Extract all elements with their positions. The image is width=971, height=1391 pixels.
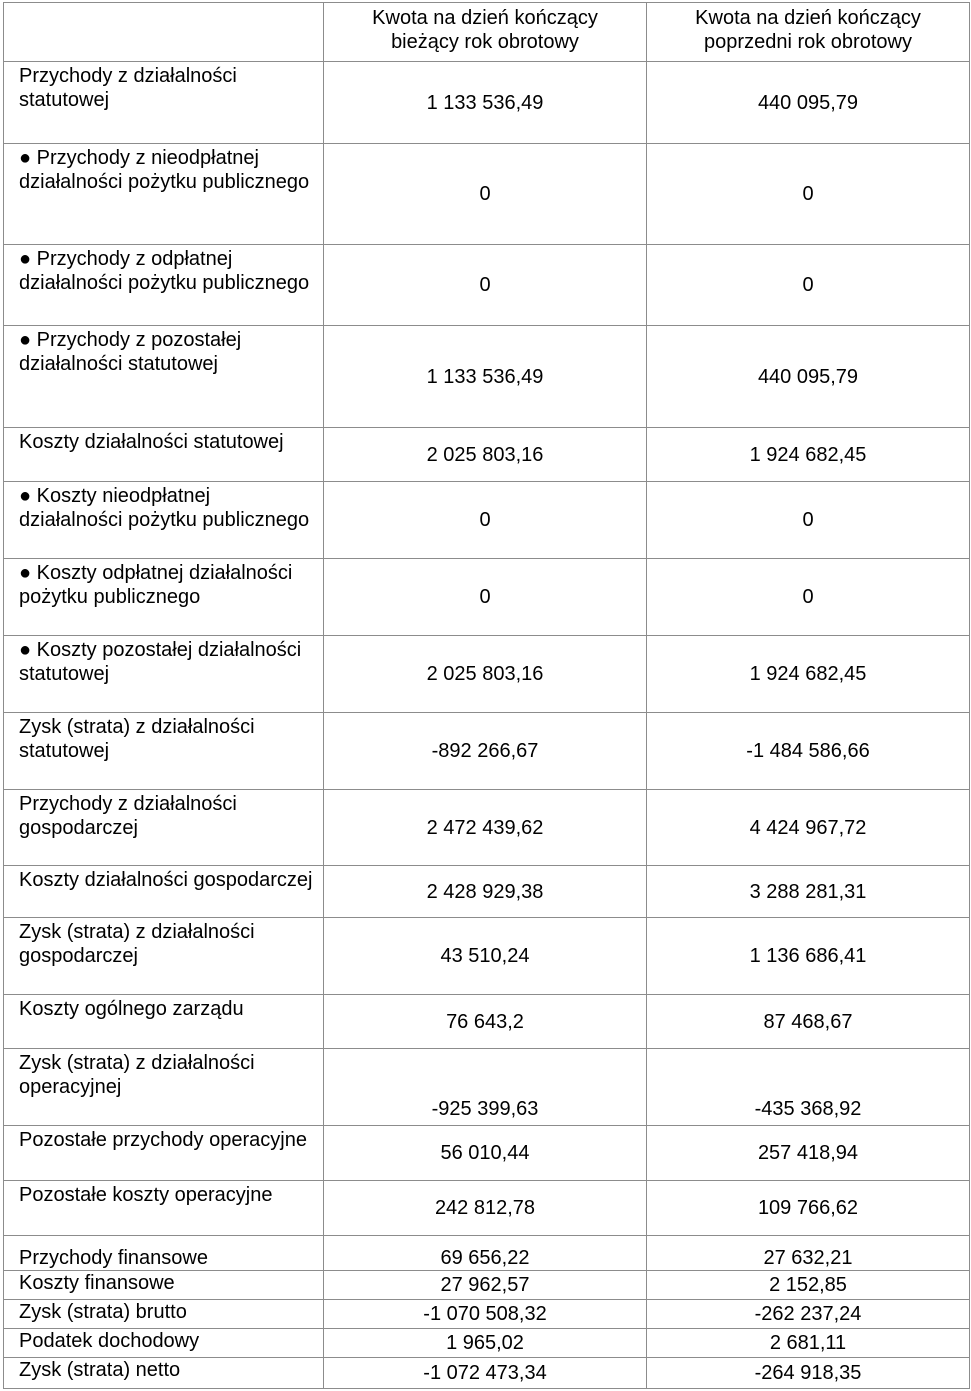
row-label: Zysk (strata) brutto [4, 1300, 324, 1329]
table-row [4, 1126, 970, 1181]
table-row [4, 790, 970, 866]
row-previous-value: 440 095,79 [647, 62, 970, 144]
row-label: ● Koszty pozostałej działalności statutowej [4, 636, 324, 713]
row-label: Zysk (strata) z działalności gospodarczej [4, 918, 324, 995]
table-header-row [4, 3, 970, 62]
row-previous-value: 1 924 682,45 [647, 428, 970, 482]
table-row [4, 1181, 970, 1236]
row-current-value: -925 399,63 [324, 1049, 647, 1126]
row-current-value: 1 965,02 [324, 1329, 647, 1358]
header-current-year: Kwota na dzień kończący bieżący rok obrotowy [324, 3, 647, 62]
row-previous-value: -262 237,24 [647, 1300, 970, 1329]
row-current-value: 0 [324, 144, 647, 245]
row-label: Zysk (strata) z działalności operacyjnej [4, 1049, 324, 1126]
row-previous-value: 87 468,67 [647, 995, 970, 1049]
table-row [4, 144, 970, 245]
table-row [4, 866, 970, 918]
row-current-value: 1 133 536,49 [324, 62, 647, 144]
table-row [4, 245, 970, 326]
row-label: Pozostałe przychody operacyjne [4, 1126, 324, 1181]
header-previous-year: Kwota na dzień kończący poprzedni rok obrotowy [647, 3, 970, 62]
row-current-value: 2 025 803,16 [324, 428, 647, 482]
row-current-value: 1 133 536,49 [324, 326, 647, 428]
row-previous-value: 3 288 281,31 [647, 866, 970, 918]
row-label: ● Przychody z odpłatnej działalności pożytku publicznego [4, 245, 324, 326]
table-row [4, 482, 970, 559]
row-previous-value: 4 424 967,72 [647, 790, 970, 866]
table-row [4, 636, 970, 713]
row-current-value: 0 [324, 482, 647, 559]
row-previous-value: 27 632,21 [647, 1236, 970, 1271]
row-previous-value: 0 [647, 482, 970, 559]
table-row [4, 995, 970, 1049]
row-previous-value: 2 681,11 [647, 1329, 970, 1358]
row-current-value: 2 428 929,38 [324, 866, 647, 918]
row-previous-value: 0 [647, 245, 970, 326]
table-row [4, 1300, 970, 1329]
row-label: Pozostałe koszty operacyjne [4, 1181, 324, 1236]
row-current-value: 2 025 803,16 [324, 636, 647, 713]
row-current-value: 2 472 439,62 [324, 790, 647, 866]
row-current-value: 69 656,22 [324, 1236, 647, 1271]
row-previous-value: -1 484 586,66 [647, 713, 970, 790]
row-label: Koszty finansowe [4, 1271, 324, 1300]
row-current-value: 43 510,24 [324, 918, 647, 995]
table-row [4, 918, 970, 995]
row-previous-value: 440 095,79 [647, 326, 970, 428]
row-label: Podatek dochodowy [4, 1329, 324, 1358]
table-row [4, 1329, 970, 1358]
row-previous-value: 1 924 682,45 [647, 636, 970, 713]
table-row [4, 62, 970, 144]
row-previous-value: 1 136 686,41 [647, 918, 970, 995]
row-current-value: 27 962,57 [324, 1271, 647, 1300]
table-row [4, 713, 970, 790]
row-label: Przychody z działalności statutowej [4, 62, 324, 144]
row-previous-value: -435 368,92 [647, 1049, 970, 1126]
table-row [4, 428, 970, 482]
row-label: Koszty działalności statutowej [4, 428, 324, 482]
row-label: ● Przychody z pozostałej działalności statutowej [4, 326, 324, 428]
financial-statement-table [3, 2, 970, 1389]
row-label: Zysk (strata) netto [4, 1358, 324, 1389]
row-previous-value: -264 918,35 [647, 1358, 970, 1389]
row-current-value: 242 812,78 [324, 1181, 647, 1236]
table-row [4, 1049, 970, 1126]
row-current-value: 56 010,44 [324, 1126, 647, 1181]
row-label: Koszty ogólnego zarządu [4, 995, 324, 1049]
table-row [4, 1236, 970, 1271]
row-current-value: 0 [324, 559, 647, 636]
row-label: ● Koszty odpłatnej działalności pożytku publicznego [4, 559, 324, 636]
row-current-value: -1 070 508,32 [324, 1300, 647, 1329]
row-label: Zysk (strata) z działalności statutowej [4, 713, 324, 790]
row-label: ● Koszty nieodpłatnej działalności pożytku publicznego [4, 482, 324, 559]
row-label: Przychody finansowe [4, 1236, 324, 1271]
row-current-value: -1 072 473,34 [324, 1358, 647, 1389]
table-row [4, 1358, 970, 1389]
row-label: ● Przychody z nieodpłatnej działalności pożytku publicznego [4, 144, 324, 245]
table-row [4, 1271, 970, 1300]
row-current-value: 0 [324, 245, 647, 326]
row-previous-value: 0 [647, 144, 970, 245]
row-previous-value: 109 766,62 [647, 1181, 970, 1236]
table-row [4, 326, 970, 428]
table-row [4, 559, 970, 636]
header-label-cell [4, 3, 324, 62]
row-current-value: -892 266,67 [324, 713, 647, 790]
row-label: Koszty działalności gospodarczej [4, 866, 324, 918]
row-previous-value: 0 [647, 559, 970, 636]
row-current-value: 76 643,2 [324, 995, 647, 1049]
row-previous-value: 257 418,94 [647, 1126, 970, 1181]
row-previous-value: 2 152,85 [647, 1271, 970, 1300]
row-label: Przychody z działalności gospodarczej [4, 790, 324, 866]
